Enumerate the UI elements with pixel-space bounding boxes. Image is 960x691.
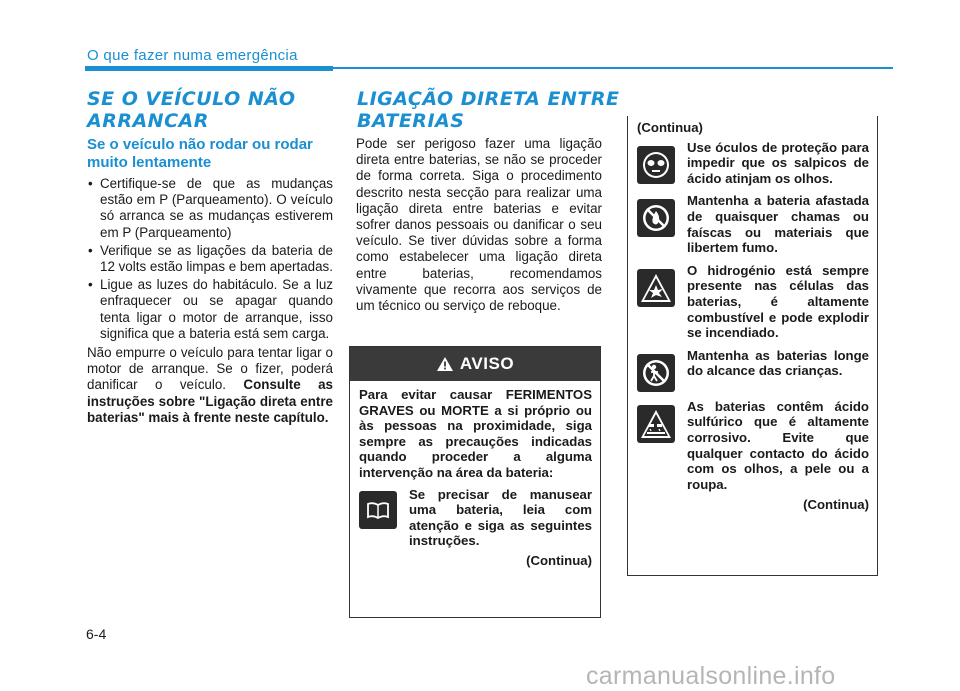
acid-icon xyxy=(637,405,675,443)
explosion-icon xyxy=(637,269,675,307)
do-not-push-paragraph: Não empurre o veículo para tentar ligar o motor de arranque. Se o fizer, poderá danificar o veículo. Consulte as instruções sobre "Ligação direta entre baterias" mais à frente neste capítulo. xyxy=(87,345,333,425)
warning-intro: Para evitar causar FERIMENTOS GRAVES ou MORTE a si próprio ou às pessoas na proximidade, siga sempre as precauções indicadas quando proceder a alguma intervenção na área da bateria: xyxy=(359,387,592,480)
continued-top-label: (Continua) xyxy=(637,120,703,135)
continued-label: (Continua) xyxy=(526,552,592,568)
precaution-item: Mantenha a bateria afastada de quaisquer chamas ou faíscas ou materiais que libertem fumo. xyxy=(637,193,869,255)
no-children-icon xyxy=(637,354,675,392)
list-item: • Verifique se as ligações da bateria de 12 volts estão limpas e bem apertadas. xyxy=(87,243,333,275)
section-title-no-start: SE O VEÍCULO NÃO ARRANCAR xyxy=(87,88,296,132)
continued-bottom-label: (Continua) xyxy=(803,497,869,513)
warning-header: AVISO xyxy=(350,347,600,381)
header-accent-bar xyxy=(85,66,333,71)
warning-box-continued xyxy=(627,116,878,576)
precaution-item: Mantenha as baterias longe do alcance das crianças. xyxy=(637,348,869,392)
chapter-header: O que fazer numa emergência xyxy=(87,47,298,64)
precaution-item: O hidrogénio está sempre presente nas células das baterias, é altamente combustível e pode explodir se incendiado. xyxy=(637,263,869,341)
no-flame-icon xyxy=(637,199,675,237)
checklist xyxy=(87,176,333,342)
warning-box xyxy=(349,346,601,618)
left-body xyxy=(87,176,333,426)
section-title-jump-start: LIGAÇÃO DIRETA ENTRE BATERIAS xyxy=(357,88,620,132)
precaution-item: Use óculos de proteção para impedir que os salpicos de ácido atinjam os olhos. xyxy=(637,140,869,187)
watermark: carmanualsonline.info xyxy=(586,662,836,690)
goggles-icon xyxy=(637,146,675,184)
header-rule xyxy=(333,67,893,69)
warning-triangle-icon xyxy=(436,356,454,372)
precaution-item: As baterias contêm ácido sulfúrico que é altamente corrosivo. Evite que qualquer contacto do ácido com os olhos, a pele ou a roupa. xyxy=(637,399,869,493)
warning-item-text: Se precisar de manusear uma bateria, leia com atenção e siga as seguintes instruções. xyxy=(409,486,592,549)
list-item: • Ligue as luzes do habitáculo. Se a luz enfraquecer ou se apagar quando tenta ligar o motor de arranque, isso significa que a bateria está sem carga. xyxy=(87,277,333,342)
list-item: • Certifique-se de que as mudanças estão em P (Parqueamento). O veículo só arranca se as mudanças estiverem em P (Parqueamento) xyxy=(87,176,333,241)
jump-start-intro: Pode ser perigoso fazer uma ligação direta entre baterias, se não se proceder de forma correta. Siga o procedimento descrito nesta secção para realizar uma ligação direta entre baterias e evitar sofrer danos pessoais ou danificar o seu veículo. Se tiver dúvidas sobre a forma como estabelecer uma ligação direta entre baterias, recomendamos vivamente que recorra aos serviços de um técnico ou serviço de reboque. xyxy=(356,136,602,314)
subtitle-slow-crank: Se o veículo não rodar ou rodar muito lentamente xyxy=(87,136,313,171)
page-number: 6-4 xyxy=(86,626,107,642)
book-icon xyxy=(359,491,397,529)
